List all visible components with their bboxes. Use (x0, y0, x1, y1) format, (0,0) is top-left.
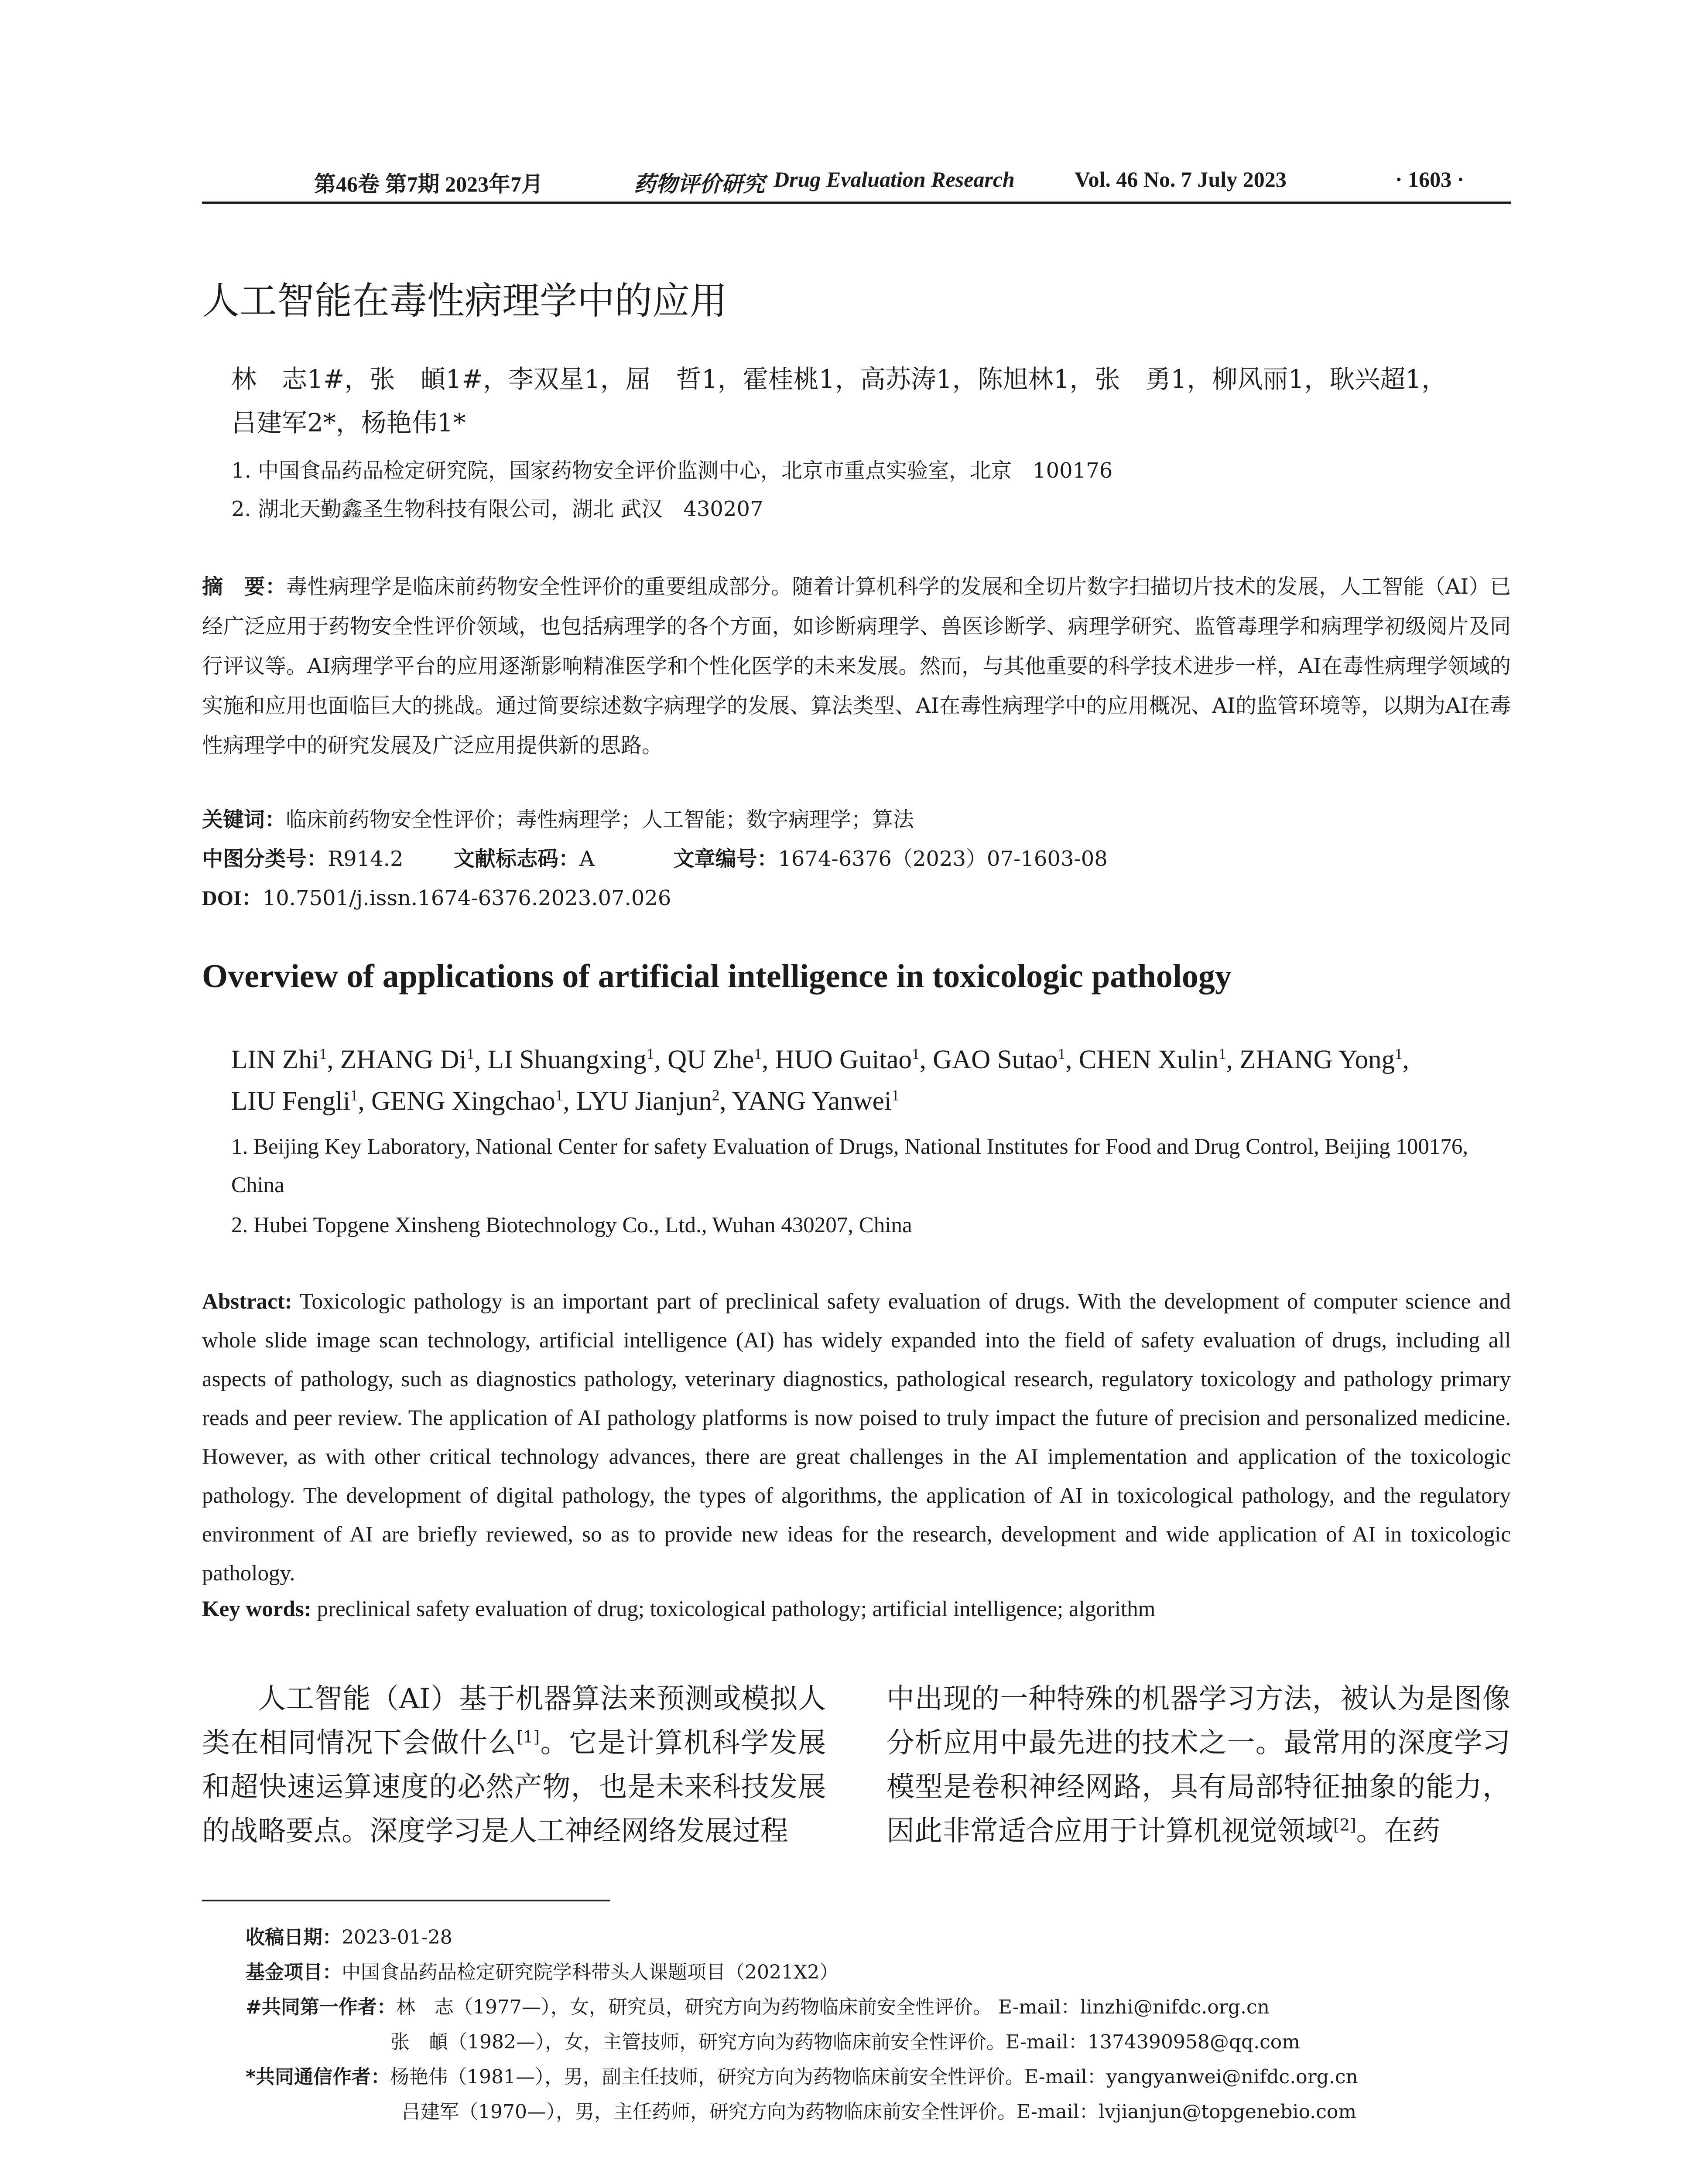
doc-code-label: 文献标志码： (454, 847, 580, 871)
header-volume-cn: 第46卷 第7期 2023年7月 (314, 172, 543, 196)
keywords-en-text: preclinical safety evaluation of drug; toxicological pathology; artificial intelligence; algorithm (317, 1597, 1156, 1621)
authors-cn-line2: 吕建军2*，杨艳伟1* (231, 408, 466, 438)
header-journal-en: Drug Evaluation Research (774, 167, 1015, 191)
footnote-received (246, 1921, 452, 1949)
author-sup: 1 (646, 1045, 654, 1063)
header-volume-en: Vol. 46 No. 7 July 2023 (1075, 167, 1287, 191)
article-number-value: 1674-6376（2023）07-1603-08 (778, 847, 1108, 871)
doi-label: DOI： (202, 887, 263, 910)
title-en: Overview of applications of artificial intelligence in toxicologic pathology (202, 958, 1232, 995)
footnote-first-author-2: 张 頔（1982—），女，主管技师，研究方向为药物临床前安全性评价。E-mail：1374390958@qq.com (390, 2031, 1300, 2053)
doi-value: 10.7501/j.issn.1674-6376.2023.07.026 (262, 886, 671, 910)
affiliation-en-2: 2. Hubei Topgene Xinsheng Biotechnology Co., Ltd., Wuhan 430207, China (231, 1213, 912, 1237)
abstract-cn-text: 毒性病理学是临床前药物安全性评价的重要组成部分。随着计算机科学的发展和全切片数字扫描切片技术的发展，人工智能（AI）已经广泛应用于药物安全性评价领域，也包括病理学的各个方面，如诊断病理学、兽医诊断学、病理学研究、监管毒理学和病理学初级阅片及同行评议等。AI病理学平台的应用逐渐影响精准医学和个性化医学的未来发展。然而，与其他重要的科学技术进步一样，AI在毒性病理学领域的实施和应用也面临巨大的挑战。通过简要综述数字病理学的发展、算法类型、AI在毒性病理学中的应用概况、AI的监管环境等，以期为AI在毒性病理学中的研究发展及广泛应用提供新的思路。 (202, 574, 1511, 758)
first-author-label: #共同第一作者： (246, 1996, 396, 2018)
author-en: GAO Sutao (933, 1045, 1058, 1074)
author-sup: 1 (319, 1045, 327, 1063)
keywords-cn-label: 关键词： (202, 807, 286, 832)
author-en: HUO Guitao (775, 1045, 912, 1074)
title-cn: 人工智能在毒性病理学中的应用 (202, 279, 727, 323)
keywords-en (202, 1596, 1155, 1622)
author-en: ZHANG Di (340, 1045, 467, 1074)
clc-value: R914.2 (328, 847, 404, 871)
keywords-en-label: Key words: (202, 1597, 311, 1621)
author-sup: 1 (350, 1086, 358, 1104)
author-sup: 1 (1058, 1045, 1066, 1063)
authors-cn-line1: 林 志1#，张 頔1#，李双星1，屈 哲1，霍桂桃1，高苏涛1，陈旭林1，张 勇1，柳风丽1，耿兴超1， (231, 364, 1447, 394)
author-sup: 1 (1218, 1045, 1226, 1063)
author-en: YANG Yanwei (732, 1087, 892, 1116)
footnote-fund (246, 1956, 839, 1984)
corresponding-1: 杨艳伟（1981—），男，副主任技师，研究方向为药物临床前安全性评价。E-mail：yangyanwei@nifdc.org.cn (390, 2066, 1358, 2088)
body-column-right (887, 1677, 1510, 1853)
footnote-rule (202, 1900, 610, 1901)
abstract-en-text: Toxicologic pathology is an important part of preclinical safety evaluation of drugs. With the development of computer science and whole slide image scan technology, artificial intelligence (AI) has widely expanded into the field of safety evaluation of drugs, including all aspects of pathology, such as diagnostics pathology, veterinary diagnostics, pathological research, regulatory toxicology and pathology primary reads and peer review. The application of AI pathology platforms is now poised to truly impact the future of precision and personalized medicine. However, as with other critical technology advances, there are great challenges in the AI implementation and application of the toxicologic pathology. The development of digital pathology, the types of algorithms, the application of AI in toxicological pathology, and the regulatory environment of AI are briefly reviewed, so as to provide new ideas for the research, development and wide application of AI in toxicologic pathology. (202, 1289, 1511, 1586)
footnote-first-author (246, 1991, 1270, 2019)
author-sup: 1 (466, 1045, 475, 1063)
authors-en-line1: LIN Zhi$^1$, ZHANG Di$^1$, LI Shuangxing$^1$, QU Zhe$^1$, HUO Guitao$^1$, GAO Sutao$^1$, CHEN Xulin$^1$, ZHANG Yong$^1$, (231, 1045, 1410, 1074)
keywords-cn-text: 临床前药物安全性评价；毒性病理学；人工智能；数字病理学；算法 (286, 807, 914, 832)
affiliation-en-1: 1. Beijing Key Laboratory, National Center for safety Evaluation of Drugs, National Institutes for Food and Drug Control, Beijing 100176, China (231, 1135, 1468, 1197)
body-text: 。它是计算机科学发展和超快速运算速度的必然产物，也是未来科技发展的战略要点。深度学习是人工神经网络发展过程 (202, 1727, 826, 1847)
clc-label: 中图分类号： (202, 847, 328, 871)
journal-cn-logo: 药物评价研究 (634, 171, 765, 197)
doi-row (202, 881, 671, 911)
author-en: LYU Jianjun (576, 1087, 712, 1116)
received-label: 收稿日期： (246, 1926, 342, 1949)
affiliation-cn-1: 1. 中国食品药品检定研究院，国家药物安全评价监测中心，北京市重点实验室，北京 100176 (231, 458, 1113, 483)
doc-code-value: A (579, 847, 595, 871)
keywords-cn (202, 803, 914, 833)
affiliation-cn-2: 2. 湖北天勤鑫圣生物科技有限公司，湖北 武汉 430207 (231, 497, 763, 521)
body-column-left (202, 1677, 826, 1853)
fund-label: 基金项目： (246, 1961, 342, 1983)
author-en: LI Shuangxing (487, 1045, 647, 1074)
corresponding-label: *共同通信作者： (246, 2066, 390, 2088)
author-en: LIU Fengli (231, 1087, 350, 1116)
author-en: QU Zhe (667, 1045, 754, 1074)
footnote-corresponding (246, 2061, 1358, 2089)
body-text: 人工智能（AI）基于机器算法来预测或模拟人类在相同情况下会做什么 (202, 1683, 826, 1759)
article-number-label: 文章编号： (673, 847, 778, 871)
abstract-cn-label: 摘 要： (202, 574, 287, 599)
body-text: 中出现的一种特殊的机器学习方法，被认为是图像分析应用中最先进的技术之一。最常用的深度学习模型是卷积神经网路，具有局部特征抽象的能力，因此非常适合应用于计算机视觉领域 (887, 1683, 1510, 1847)
citation-ref[interactable]: [2] (1333, 1815, 1356, 1835)
header-rule (202, 202, 1511, 204)
running-header (202, 167, 1511, 197)
author-sup: 1 (1395, 1045, 1403, 1063)
first-author-1: 林 志（1977—），女，研究员，研究方向为药物临床前安全性评价。 E-mail：linzhi@nifdc.org.cn (396, 1996, 1270, 2018)
page-number: · 1603 · (1395, 167, 1465, 191)
author-sup: 1 (912, 1045, 920, 1063)
body-text: 。在药 (1356, 1815, 1440, 1847)
citation-ref[interactable]: [1] (517, 1727, 540, 1747)
received-value: 2023-01-28 (342, 1926, 452, 1949)
abstract-en (202, 1282, 1511, 1593)
author-en: GENG Xingchao (371, 1087, 555, 1116)
author-en: LIN Zhi (231, 1045, 319, 1074)
classification-row (202, 842, 1108, 872)
author-en: CHEN Xulin (1078, 1045, 1219, 1074)
abstract-en-label: Abstract: (202, 1289, 292, 1314)
fund-value: 中国食品药品检定研究院学科带头人课题项目（2021X2） (342, 1961, 839, 1983)
abstract-cn (202, 567, 1511, 766)
author-sup: 1 (891, 1086, 900, 1104)
author-en: ZHANG Yong (1239, 1045, 1395, 1074)
footnote-corresponding-2: 吕建军（1970—），男，主任药师，研究方向为药物临床前安全性评价。E-mail：lvjianjun@topgenebio.com (401, 2101, 1357, 2123)
authors-en-line2: LIU Fengli$^1$, GENG Xingchao$^1$, LYU Jianjun$^2$, YANG Yanwei$^1$ (231, 1086, 900, 1116)
author-sup: 1 (754, 1045, 762, 1063)
author-sup: 2 (712, 1086, 720, 1104)
author-sup: 1 (555, 1086, 563, 1104)
